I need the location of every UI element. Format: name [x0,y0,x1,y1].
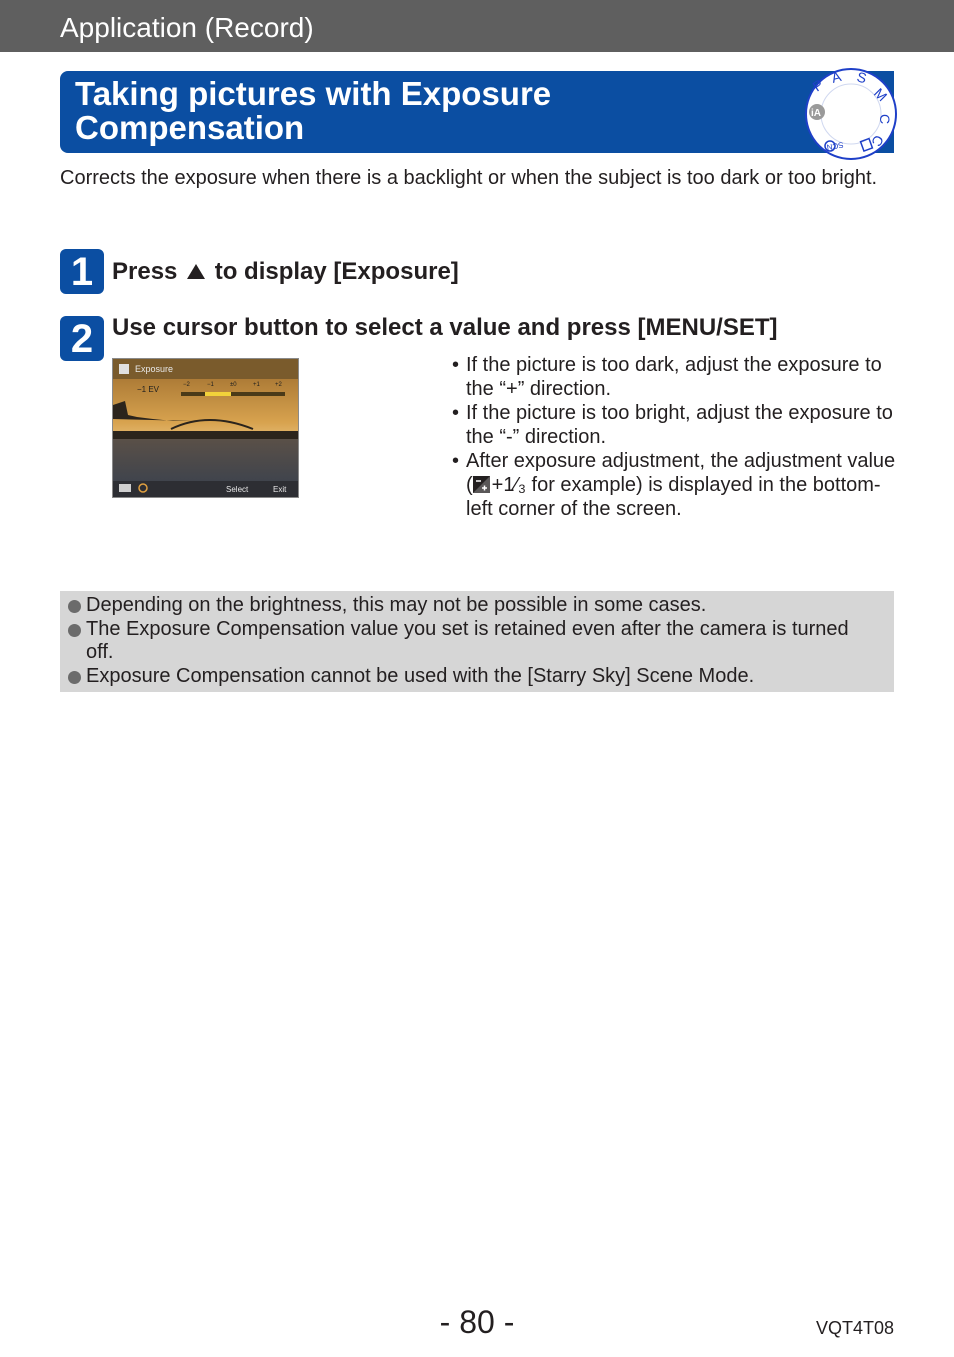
section-title: Application (Record) [60,12,314,43]
camera-screen-image [112,358,299,498]
notes-box [60,591,894,692]
camera-footer-select: Select [226,485,249,494]
step-2-bullets [452,353,897,521]
page-title: Taking pictures with Exposure Compensation [75,75,552,146]
dial-letter: M [870,84,891,105]
bullet-item: • After exposure adjustment, the adjustment value ( +1⁄₃ for example) is displayed in the bottom-left corner of the screen. [452,450,896,520]
step-number: 1 [60,249,104,294]
bullet-dot-icon [68,671,81,684]
step-1-title-before: Press [112,258,178,285]
bullet-dot-icon [68,624,81,637]
camera-scale-label: +1 [253,382,260,388]
mode-dial-icon [803,66,899,162]
dial-letter: A [829,68,843,86]
exposure-value: +1⁄₃ [491,474,526,496]
bullet-text: If the picture is too bright, adjust the exposure to the “-” direction. [466,402,893,448]
camera-footer-exit: Exit [273,485,287,494]
bullet-dot-icon [68,600,81,613]
bullet-item: • If the picture is too bright, adjust the exposure to the “-” direction. [452,402,893,448]
dial-letter: iA [811,108,821,119]
step-1-title-after: to display [Exposure] [214,258,459,285]
dial-letter: SCN [826,140,845,152]
note-text: Exposure Compensation cannot be used with the [Starry Sky] Scene Mode. [86,664,755,687]
bullet-text: If the picture is too dark, adjust the exposure to the “+” direction. [466,354,882,400]
document-code: VQT4T08 [815,1318,894,1338]
note-item [68,665,868,689]
bullet-text-before: After exposure adjustment, the adjustment value ( [466,450,896,496]
note-item [68,618,868,665]
dial-letter: C [868,132,888,150]
exposure-icon [473,476,490,493]
bullet-item: • If the picture is too dark, adjust the exposure to the “+” direction. [452,354,882,400]
step-1-title [112,258,459,286]
camera-scale-label: −1 [207,382,214,388]
page-title-box [60,71,894,153]
note-item [68,594,868,618]
dial-letter: S [855,68,869,87]
camera-menu-title: Exposure [135,364,174,374]
camera-scale-label: +2 [275,382,282,388]
bullet-text-after: for example) is displayed in the bottom-left corner of the screen. [466,474,881,520]
intro-text: Corrects the exposure when there is a backlight or when the subject is too dark or too bright. [60,167,878,189]
step-2-title: Use cursor button to select a value and press [MENU/SET] [112,314,778,341]
dial-letter: C [877,114,893,125]
camera-scale-label: −2 [183,382,190,388]
dial-letter: P [809,75,827,95]
camera-ev-value: −1 EV [137,385,160,394]
page-number: - 80 - [439,1304,515,1340]
section-header-bar [0,0,954,52]
step-number: 2 [60,316,104,361]
note-text: The Exposure Compensation value you set is retained even after the camera is turned off. [86,617,849,663]
camera-screen-illustration [113,359,299,498]
up-arrow-icon [186,262,206,280]
note-text: Depending on the brightness, this may not be possible in some cases. [86,594,707,616]
camera-scale-label: ±0 [230,382,237,388]
